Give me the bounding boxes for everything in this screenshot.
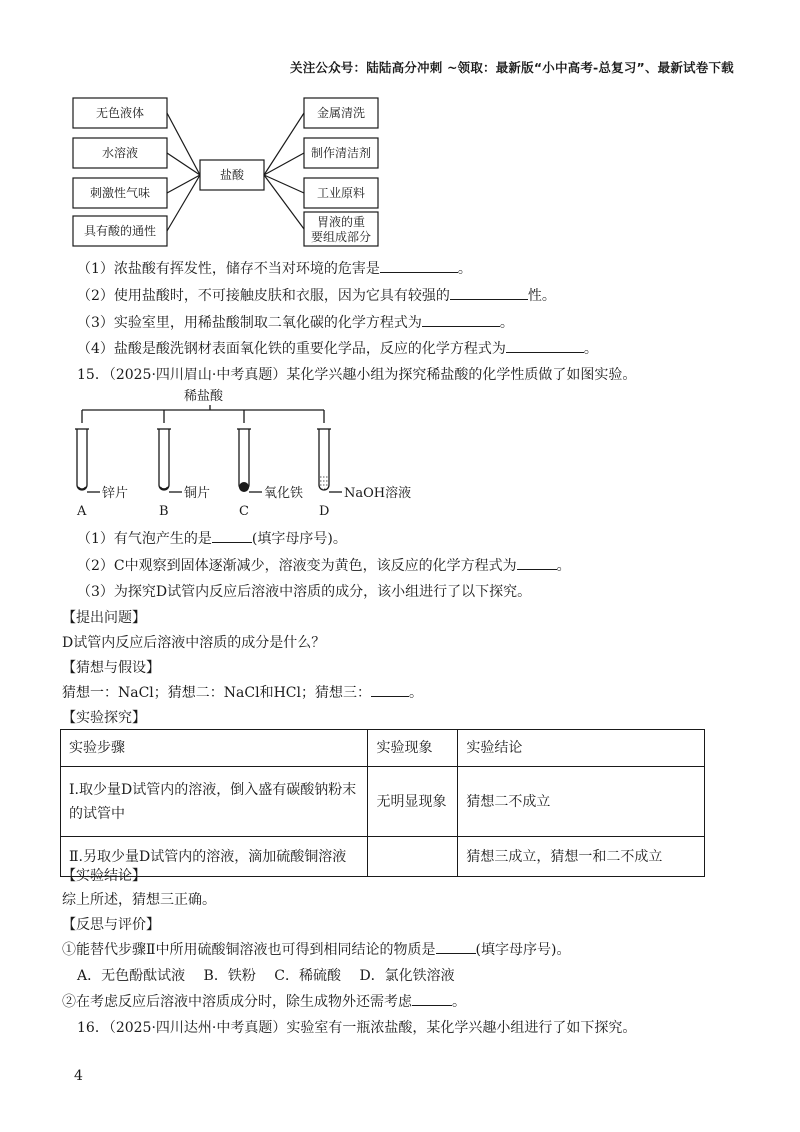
tube-c-label: C xyxy=(239,504,249,519)
phenomenon-cell: 无明显现象 xyxy=(368,767,458,837)
table-header-row xyxy=(61,730,705,767)
phenomenon-cell[interactable] xyxy=(368,837,458,877)
property-label-2: 水溶液 xyxy=(101,146,139,160)
hypothesis-line: 猜想一：NaCl；猜想二：NaCl和HCl；猜想三： 。 xyxy=(62,685,423,701)
reflection-line-1: ①能替代步骤Ⅱ中所用硫酸铜溶液也可得到相同结论的物质是 (填字母序号)。 xyxy=(62,942,571,958)
step-cell: Ⅱ.另取少量D试管内的溶液，滴加硫酸铜溶液 xyxy=(61,837,368,877)
tube-b-label: B xyxy=(159,504,169,519)
answer-blank[interactable] xyxy=(450,286,528,300)
conclusion-text: 综上所述，猜想三正确。 xyxy=(62,892,216,908)
tube-d-label: D xyxy=(319,504,330,519)
header-conclusion: 实验结论 xyxy=(458,730,705,767)
answer-blank[interactable] xyxy=(436,940,476,954)
q15-intro: 15．（2025·四川眉山·中考真题）某化学兴趣小组为探究稀盐酸的化学性质做了如图实验。 xyxy=(77,367,637,383)
property-label-4: 具有酸的通性 xyxy=(83,224,157,238)
answer-blank[interactable] xyxy=(422,313,500,327)
section-heading-experiment: 【实验探究】 xyxy=(62,710,146,726)
conclusion-cell: 猜想二不成立 xyxy=(458,767,705,837)
table-row xyxy=(61,767,705,837)
use-label-4a: 胃液的重 xyxy=(316,215,366,229)
q14-line-2: （2）使用盐酸时，不可接触皮肤和衣服，因为它具有较强的 性。 xyxy=(77,288,556,304)
test-tube-diagram xyxy=(60,385,460,520)
section-heading-reflection: 【反思与评价】 xyxy=(62,917,160,933)
answer-blank[interactable] xyxy=(380,259,458,273)
experiment-table xyxy=(60,729,705,877)
diagram-top-label: 稀盐酸 xyxy=(184,389,224,404)
answer-blank[interactable] xyxy=(371,683,409,697)
section-heading-conclusion: 【实验结论】 xyxy=(62,868,146,884)
section-heading-hypothesis: 【猜想与假设】 xyxy=(62,660,160,676)
use-label-3: 工业原料 xyxy=(316,186,366,200)
q15-line-3: （3）为探究D试管内反应后溶液中溶质的成分，该小组进行了以下探究。 xyxy=(77,584,532,600)
reflection-line-2: ②在考虑反应后溶液中溶质成分时，除生成物外还需考虑 。 xyxy=(62,994,466,1010)
answer-blank[interactable] xyxy=(506,339,584,353)
answer-blank[interactable] xyxy=(212,529,252,543)
tube-c-content: 氧化铁 xyxy=(264,486,304,501)
q14-line-3: （3）实验室里，用稀盐酸制取二氧化碳的化学方程式为 。 xyxy=(77,315,514,331)
q15-line-1: （1）有气泡产生的是 (填字母序号)。 xyxy=(77,531,347,547)
answer-blank[interactable] xyxy=(517,556,557,570)
header-steps: 实验步骤 xyxy=(61,730,368,767)
use-label-1: 金属清洗 xyxy=(316,106,366,120)
research-question: D试管内反应后溶液中溶质的成分是什么？ xyxy=(62,635,326,651)
use-label-4b: 要组成部分 xyxy=(310,230,372,244)
tube-d-content: NaOH溶液 xyxy=(344,486,412,501)
center-label: 盐酸 xyxy=(219,168,245,182)
use-label-2: 制作清洁剂 xyxy=(310,146,372,160)
q14-line-1: （1）浓盐酸有挥发性，储存不当对环境的危害是 。 xyxy=(77,261,472,277)
q15-line-2: （2）C中观察到固体逐渐减少，溶液变为黄色，该反应的化学方程式为 。 xyxy=(77,558,571,574)
page-header: 关注公众号：陆陆高分冲刺 ~领取：最新版“小中高考-总复习”、最新试卷下载 xyxy=(290,60,734,75)
section-heading-question: 【提出问题】 xyxy=(62,610,146,626)
answer-options: A．无色酚酞试液 B．铁粉 C．稀硫酸 D．氯化铁溶液 xyxy=(77,968,455,984)
conclusion-cell: 猜想三成立，猜想一和二不成立 xyxy=(458,837,705,877)
property-label-3: 刺激性气味 xyxy=(89,186,151,200)
header-phenomenon: 实验现象 xyxy=(368,730,458,767)
hcl-property-diagram xyxy=(60,90,420,250)
property-label-1: 无色液体 xyxy=(95,106,145,120)
q16-intro: 16．（2025·四川达州·中考真题）实验室有一瓶浓盐酸，某化学兴趣小组进行了如下探究。 xyxy=(77,1020,637,1036)
answer-blank[interactable] xyxy=(412,992,452,1006)
tube-b-content: 铜片 xyxy=(184,486,211,501)
table-row xyxy=(61,837,705,877)
page-number: 4 xyxy=(74,1068,83,1084)
q14-line-4: （4）盐酸是酸洗钢材表面氧化铁的重要化学品，反应的化学方程式为 。 xyxy=(77,341,598,357)
tube-a-label: A xyxy=(77,504,87,519)
tube-a-content: 锌片 xyxy=(102,486,129,501)
step-cell: Ⅰ.取少量D试管内的溶液，倒入盛有碳酸钠粉末的试管中 xyxy=(61,767,368,837)
